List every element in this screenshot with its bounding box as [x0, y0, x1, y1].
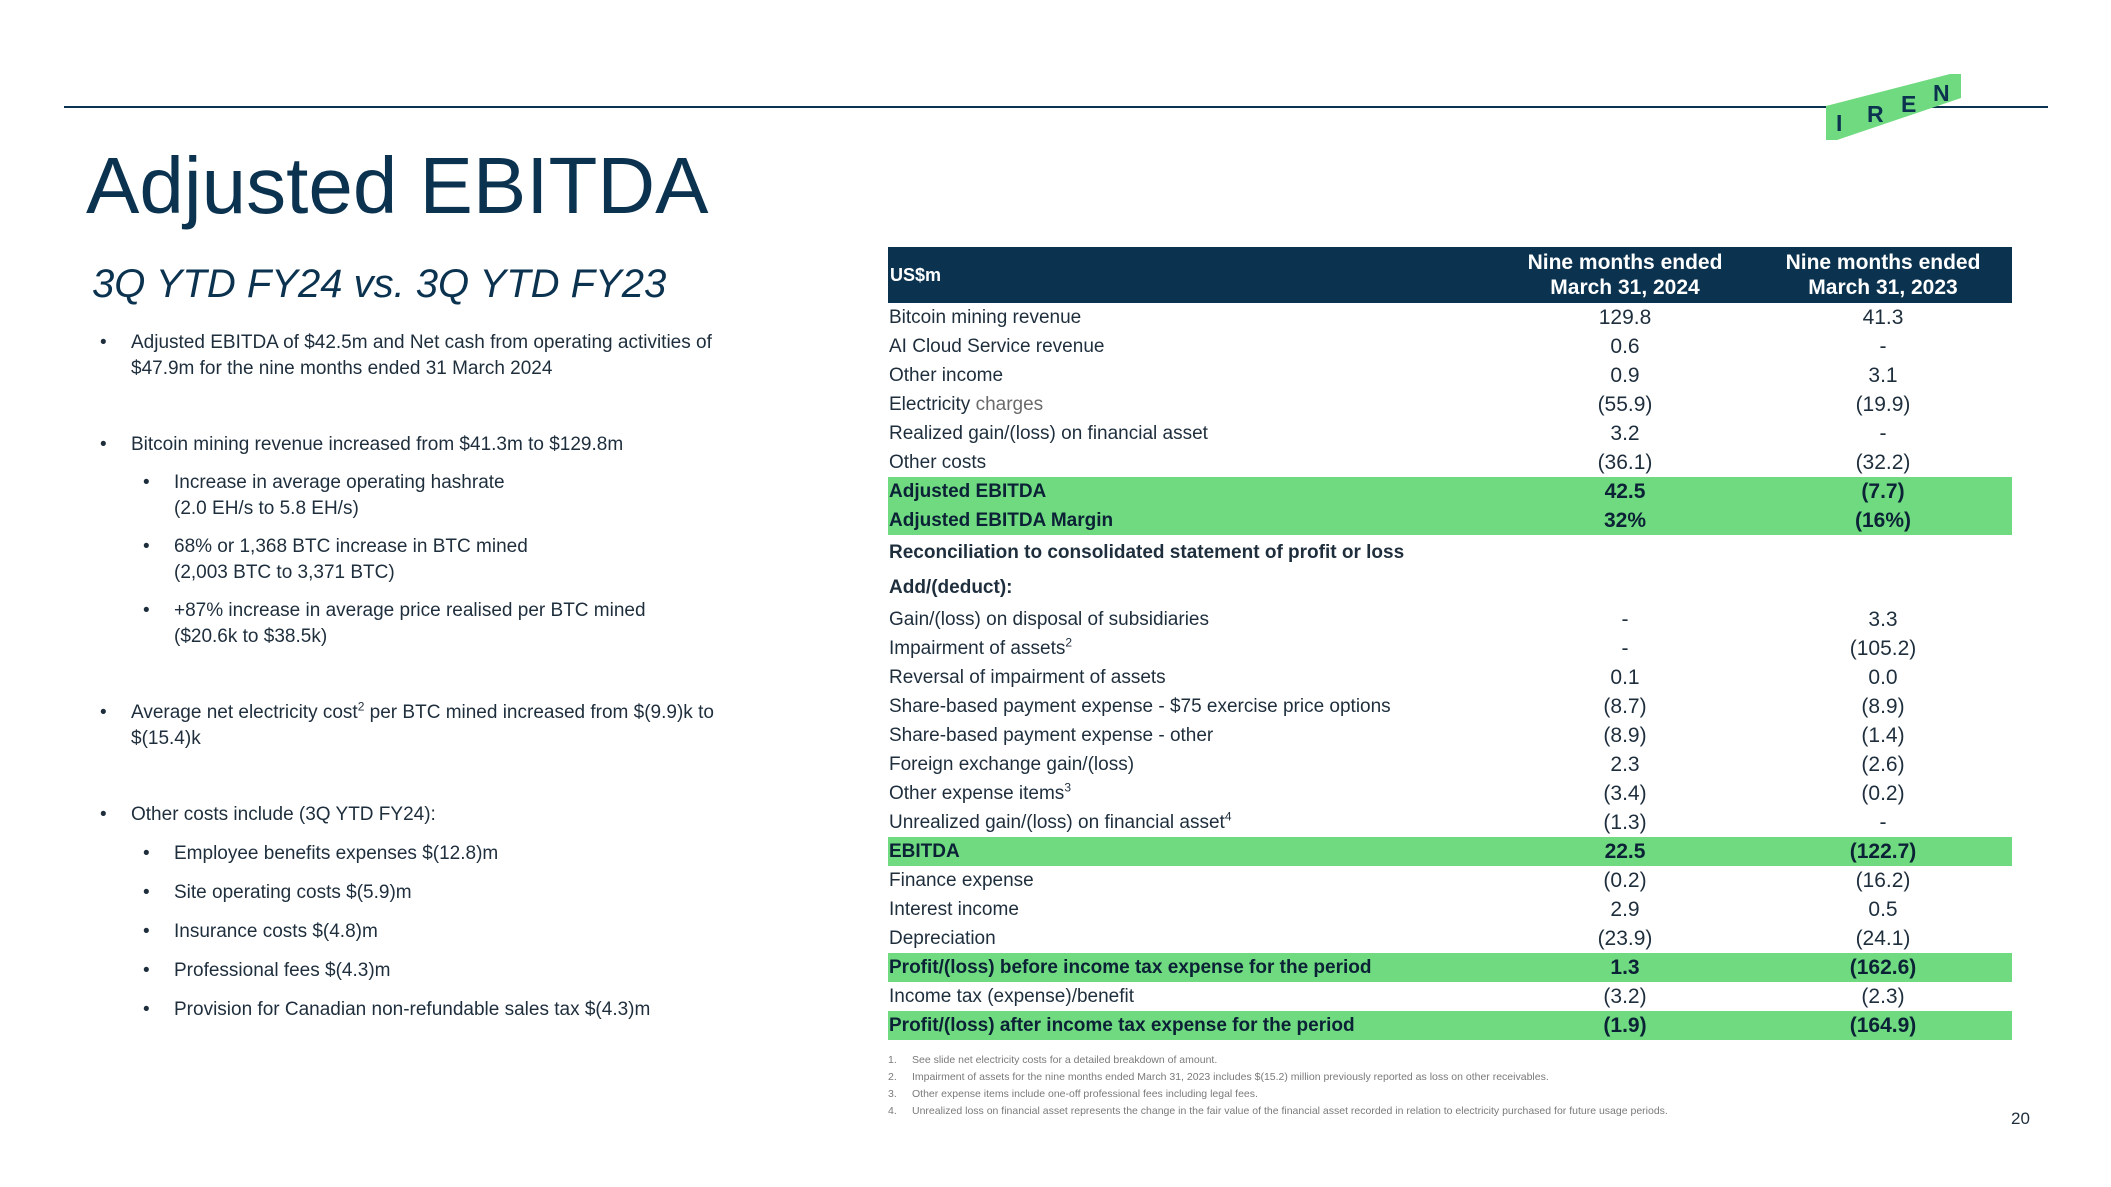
row-label: Profit/(loss) after income tax expense for the period	[888, 1011, 1496, 1040]
table-row	[888, 895, 2012, 924]
header-line: Nine months ended	[1527, 251, 1723, 274]
header-divider-line	[64, 106, 2048, 108]
row-value-fy23: (24.1)	[1855, 926, 1911, 950]
footnote	[888, 1052, 1668, 1069]
row-label: Other expense items	[889, 782, 1065, 804]
row-value-fy23: (7.7)	[1754, 477, 2012, 506]
row-value-fy24: (55.9)	[1597, 392, 1653, 416]
footnotes	[888, 1052, 1668, 1120]
sub-bullet-professional-fees: • Professional fees $(4.3)m	[100, 958, 740, 984]
row-label: Share-based payment expense - other	[889, 724, 1214, 746]
table-row	[888, 750, 2012, 779]
footnote-number: 4.	[888, 1105, 897, 1117]
table-row	[888, 663, 2012, 692]
sub-bullet-line: ($20.6k to $38.5k)	[174, 626, 328, 647]
table-row	[888, 982, 2012, 1011]
sub-bullet-hashrate	[100, 470, 740, 522]
table-row	[888, 721, 2012, 750]
row-value-fy23: 3.3	[1868, 607, 1898, 631]
row-value-fy24: (1.3)	[1603, 810, 1647, 834]
row-label-part: Electricity	[889, 393, 971, 415]
sub-bullet-line: • Increase in average operating hashrate	[174, 472, 505, 493]
row-label-cell	[888, 634, 1496, 663]
table-row	[888, 634, 2012, 663]
sub-bullet-insurance: • Insurance costs $(4.8)m	[100, 919, 740, 945]
table-row	[888, 303, 2012, 332]
table-row-profit-after-tax	[888, 1011, 2012, 1040]
row-label: Finance expense	[889, 869, 1034, 891]
row-value-fy24: (8.7)	[1603, 694, 1647, 718]
row-label: Other income	[889, 364, 1004, 386]
bullet-list	[100, 330, 740, 1023]
footnote-text: See slide net electricity costs for a detailed breakdown of amount.	[912, 1054, 1218, 1066]
row-label: Foreign exchange gain/(loss)	[889, 753, 1135, 775]
slide-title: Adjusted EBITDA	[86, 141, 709, 230]
row-value-fy23: (0.2)	[1861, 781, 1905, 805]
row-value-fy24: 3.2	[1610, 421, 1640, 445]
sub-bullet-line: (2.0 EH/s to 5.8 EH/s)	[174, 498, 359, 519]
header-line: March 31, 2024	[1550, 276, 1700, 299]
row-value-fy24: (1.9)	[1496, 1011, 1754, 1040]
table-header-row	[888, 247, 2012, 303]
row-value-fy23: (1.4)	[1861, 723, 1905, 747]
row-value-fy23: (105.2)	[1849, 636, 1917, 660]
bullet-text: Average net electricity cost	[131, 702, 358, 723]
table-row-profit-before-tax	[888, 953, 2012, 982]
footnote-ref: 2	[357, 699, 365, 714]
footnote-text: Impairment of assets for the nine months ended March 31, 2023 includes $(15.2) million previously reported as loss on other receivables.	[912, 1071, 1549, 1083]
row-value-fy23: 41.3	[1862, 305, 1904, 329]
row-label: Adjusted EBITDA Margin	[888, 506, 1496, 535]
bullet-adjusted-ebitda: • Adjusted EBITDA of $42.5m and Net cash from operating activities of $47.9m for the nine months ended 31 March 2024	[100, 330, 740, 382]
row-label-cell	[888, 779, 1496, 808]
sub-bullet-line: (2,003 BTC to 3,371 BTC)	[174, 562, 395, 583]
table-section-add-deduct	[888, 570, 2012, 605]
row-label	[888, 390, 1496, 419]
row-value-fy24: (0.2)	[1603, 868, 1647, 892]
table-row	[888, 390, 2012, 419]
footnote-text: Unrealized loss on financial asset represents the change in the fair value of the financial asset recorded in relation to electricity purchased for future usage periods.	[912, 1105, 1668, 1117]
row-value-fy24: (36.1)	[1597, 450, 1653, 474]
ebitda-reconciliation-table	[888, 247, 2012, 1040]
row-label: Adjusted EBITDA	[888, 477, 1496, 506]
sub-bullet-site-operating: • Site operating costs $(5.9)m	[100, 880, 740, 906]
row-value-fy23: -	[1879, 810, 1887, 834]
row-value-fy24: 22.5	[1496, 837, 1754, 866]
row-value-fy24: (23.9)	[1597, 926, 1653, 950]
footnote	[888, 1086, 1668, 1103]
logo-letter-n: N	[1933, 80, 1950, 106]
row-value-fy23: (164.9)	[1754, 1011, 2012, 1040]
table-row	[888, 605, 2012, 634]
page-number: 20	[2011, 1109, 2030, 1128]
footnote	[888, 1103, 1668, 1120]
row-label-cell	[888, 808, 1496, 837]
row-value-fy24: 0.6	[1610, 334, 1640, 358]
table-row-adjusted-ebitda	[888, 477, 2012, 506]
table-row	[888, 692, 2012, 721]
row-value-fy24: 2.3	[1610, 752, 1640, 776]
sub-bullet-price-realised	[100, 598, 740, 650]
bullet-electricity-cost	[100, 700, 740, 752]
row-value-fy24: (3.2)	[1603, 984, 1647, 1008]
logo-letter-e: E	[1901, 91, 1917, 117]
table-row	[888, 361, 2012, 390]
header-fy24	[1496, 247, 1754, 303]
sub-bullet-btc-mined	[100, 534, 740, 586]
row-label: Bitcoin mining revenue	[889, 306, 1082, 328]
row-label: Reversal of impairment of assets	[889, 666, 1166, 688]
footnote-number: 3.	[888, 1088, 897, 1100]
footnote-text: Other expense items include one-off professional fees including legal fees.	[912, 1088, 1258, 1100]
row-value-fy23: -	[1879, 421, 1887, 445]
row-label: Share-based payment expense - $75 exercise price options	[889, 695, 1391, 717]
bullet-other-costs: • Other costs include (3Q YTD FY24):	[100, 802, 740, 828]
header-line: March 31, 2023	[1808, 276, 1958, 299]
row-label: Gain/(loss) on disposal of subsidiaries	[889, 608, 1209, 630]
row-value-fy24: 1.3	[1496, 953, 1754, 982]
table-row-adjusted-ebitda-margin	[888, 506, 2012, 535]
row-label-part: charges	[970, 393, 1044, 415]
table-row	[888, 924, 2012, 953]
row-value-fy23: (2.3)	[1861, 984, 1905, 1008]
row-value-fy23: 0.0	[1868, 665, 1898, 689]
row-value-fy23: (162.6)	[1754, 953, 2012, 982]
row-value-fy23: (8.9)	[1861, 694, 1905, 718]
row-value-fy24: 32%	[1496, 506, 1754, 535]
footnote	[888, 1069, 1668, 1086]
bullet-bitcoin-revenue: • Bitcoin mining revenue increased from $41.3m to $129.8m	[100, 432, 740, 458]
logo-letter-r: R	[1867, 101, 1884, 127]
row-value-fy24: -	[1621, 607, 1629, 631]
sub-bullet-line: • +87% increase in average price realised per BTC mined	[174, 600, 646, 621]
row-value-fy23: (19.9)	[1855, 392, 1911, 416]
table-row	[888, 332, 2012, 361]
row-label: Interest income	[889, 898, 1019, 920]
section-heading: Reconciliation to consolidated statement of profit or loss	[889, 541, 1405, 563]
row-label: Income tax (expense)/benefit	[889, 985, 1135, 1007]
logo-letter-i: I	[1836, 110, 1843, 136]
footnote-number: 1.	[888, 1054, 897, 1066]
row-value-fy23: (122.7)	[1754, 837, 2012, 866]
row-label: Depreciation	[889, 927, 996, 949]
row-value-fy23: 3.1	[1868, 363, 1898, 387]
row-label: Other costs	[889, 451, 987, 473]
row-value-fy24: (3.4)	[1603, 781, 1647, 805]
header-currency: US$m	[888, 247, 1496, 303]
row-value-fy23: (16%)	[1754, 506, 2012, 535]
sub-bullet-employee-benefits: • Employee benefits expenses $(12.8)m	[100, 841, 740, 867]
row-value-fy23: 0.5	[1868, 897, 1898, 921]
table-row	[888, 866, 2012, 895]
row-value-fy23: (16.2)	[1855, 868, 1911, 892]
row-label: Unrealized gain/(loss) on financial asset	[889, 811, 1225, 833]
row-value-fy24: 0.1	[1610, 665, 1640, 689]
table-section-reconciliation	[888, 535, 2012, 570]
row-label: Profit/(loss) before income tax expense for the period	[888, 953, 1496, 982]
footnote-ref: 2	[1065, 635, 1073, 650]
table-row-ebitda	[888, 837, 2012, 866]
row-label: Impairment of assets	[889, 637, 1066, 659]
table-row	[888, 448, 2012, 477]
table-row	[888, 419, 2012, 448]
row-value-fy24: 129.8	[1598, 305, 1652, 329]
row-label: AI Cloud Service revenue	[889, 335, 1105, 357]
sub-bullet-sales-tax: • Provision for Canadian non-refundable sales tax $(4.3)m	[100, 997, 740, 1023]
row-value-fy24: -	[1621, 636, 1629, 660]
table-row	[888, 779, 2012, 808]
footnote-ref: 3	[1064, 780, 1071, 795]
section-heading: Add/(deduct):	[889, 576, 1013, 598]
row-value-fy23: (2.6)	[1861, 752, 1905, 776]
row-value-fy24: (8.9)	[1603, 723, 1647, 747]
slide-subtitle: 3Q YTD FY24 vs. 3Q YTD FY23	[92, 262, 667, 306]
row-value-fy23: -	[1879, 334, 1887, 358]
row-value-fy24: 0.9	[1610, 363, 1640, 387]
row-value-fy24: 42.5	[1496, 477, 1754, 506]
table-row	[888, 808, 2012, 837]
header-fy23	[1754, 247, 2012, 303]
footnote-number: 2.	[888, 1071, 897, 1083]
header-line: Nine months ended	[1785, 251, 1981, 274]
bullet-text: per BTC mined increased from $(9.9)k to $(15.4)k	[131, 702, 714, 749]
row-label: EBITDA	[888, 837, 1496, 866]
row-value-fy24: 2.9	[1610, 897, 1640, 921]
iren-logo	[1826, 74, 1961, 140]
row-value-fy23: (32.2)	[1855, 450, 1911, 474]
sub-bullet-line: • 68% or 1,368 BTC increase in BTC mined	[174, 536, 528, 557]
footnote-ref: 4	[1224, 809, 1232, 824]
row-label: Realized gain/(loss) on financial asset	[889, 422, 1208, 444]
